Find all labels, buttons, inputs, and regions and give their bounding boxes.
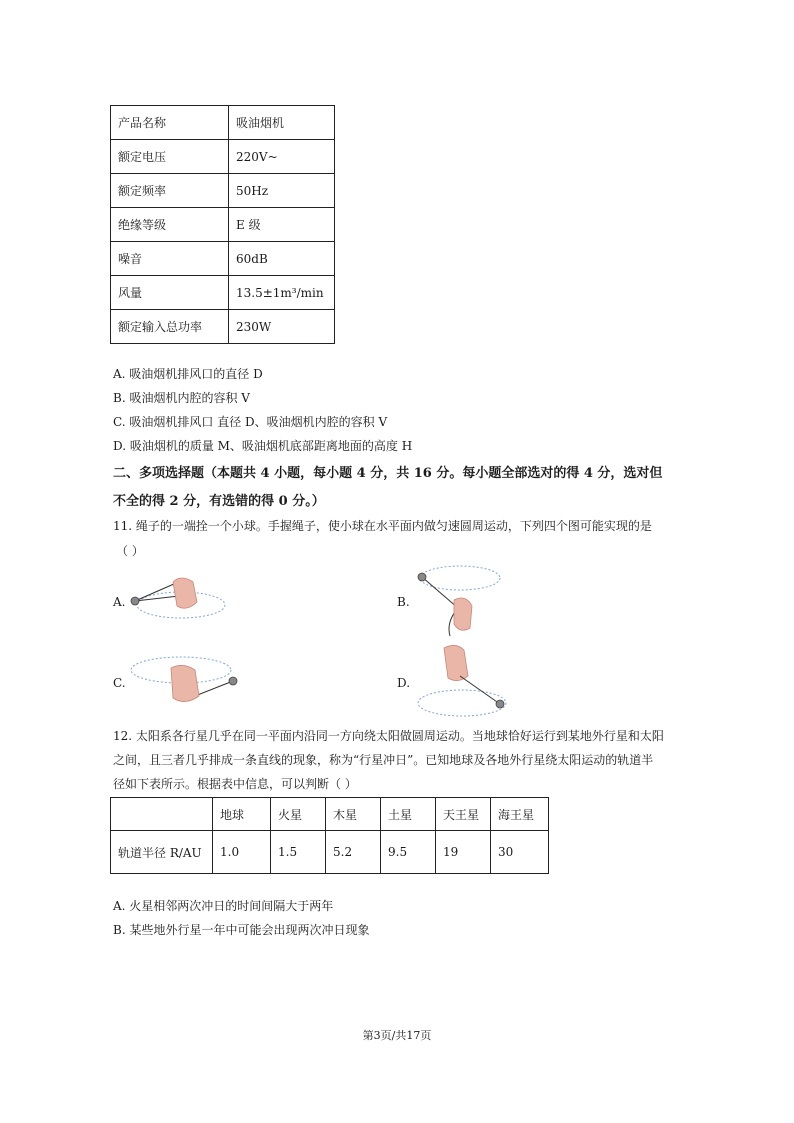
- section-heading-line2: 不全的得 2 分，有选错的得 0 分。）: [113, 494, 325, 509]
- table-row: [111, 140, 335, 174]
- table-header-cell: 木星: [326, 798, 381, 831]
- table-cell: 1.0: [213, 831, 271, 874]
- q12-option-b[interactable]: B. 某些地外行星一年中可能会出现两次冲日现象: [113, 923, 370, 937]
- spec-value: 230W: [229, 310, 335, 344]
- orbit-table: [110, 797, 549, 874]
- spec-value: 220V~: [229, 140, 335, 174]
- spec-key: 风量: [111, 276, 229, 310]
- figure-c-diagram: [125, 648, 245, 710]
- q12-stem-line3: 径如下表所示。根据表中信息，可以判断（ ）: [113, 777, 357, 791]
- table-header-row: [111, 798, 549, 831]
- q11-label-b[interactable]: B.: [397, 595, 410, 609]
- spec-key: 绝缘等级: [111, 208, 229, 242]
- spec-key: 额定输入总功率: [111, 310, 229, 344]
- table-row: [111, 310, 335, 344]
- figure-b-diagram: [410, 562, 510, 642]
- spec-key: 额定频率: [111, 174, 229, 208]
- table-cell: 19: [436, 831, 491, 874]
- table-row: [111, 276, 335, 310]
- q11-label-d[interactable]: D.: [397, 676, 411, 690]
- figure-a-diagram: [125, 572, 235, 632]
- spec-value: 13.5±1m³/min: [229, 276, 335, 310]
- spec-value: 50Hz: [229, 174, 335, 208]
- table-header-cell: [111, 798, 213, 831]
- table-cell: 5.2: [326, 831, 381, 874]
- spec-key: 噪音: [111, 242, 229, 276]
- table-cell: 30: [491, 831, 549, 874]
- table-row: [111, 831, 549, 874]
- table-header-cell: 地球: [213, 798, 271, 831]
- table-header-cell: 土星: [381, 798, 436, 831]
- spec-key: 额定电压: [111, 140, 229, 174]
- table-row: [111, 208, 335, 242]
- q10-option-a[interactable]: A. 吸油烟机排风口的直径 D: [113, 367, 263, 381]
- table-cell: 1.5: [271, 831, 326, 874]
- spec-table: [110, 105, 335, 344]
- q12-stem-line1: 12. 太阳系各行星几乎在同一平面内沿同一方向绕太阳做圆周运动。当地球恰好运行到某地外行星和太阳: [113, 729, 664, 743]
- table-cell: 9.5: [381, 831, 436, 874]
- spec-key: 产品名称: [111, 106, 229, 140]
- table-header-cell: 海王星: [491, 798, 549, 831]
- page-footer: 第3页/共17页: [362, 1029, 432, 1042]
- q12-stem-line2: 之间，且三者几乎排成一条直线的现象，称为“行星冲日”。已知地球及各地外行星绕太阳运动的轨道半: [113, 753, 654, 767]
- q11-label-c[interactable]: C.: [113, 676, 126, 690]
- q12-option-a[interactable]: A. 火星相邻两次冲日的时间间隔大于两年: [113, 899, 334, 913]
- q11-stem-line1: 11. 绳子的一端拴一个小球。手握绳子，使小球在水平面内做匀速圆周运动，下列四个图可能实现的是: [113, 519, 652, 533]
- table-row: [111, 242, 335, 276]
- spec-value: 吸油烟机: [229, 106, 335, 140]
- section-heading-line1: 二、多项选择题（本题共 4 小题，每小题 4 分，共 16 分。每小题全部选对的得 4 分，选对但: [113, 466, 663, 481]
- row-label: 轨道半径 R/AU: [111, 831, 213, 874]
- spec-value: E 级: [229, 208, 335, 242]
- q10-option-b[interactable]: B. 吸油烟机内腔的容积 V: [113, 391, 250, 405]
- figure-d-diagram: [410, 640, 520, 722]
- table-header-cell: 天王星: [436, 798, 491, 831]
- spec-value: 60dB: [229, 242, 335, 276]
- q10-option-c[interactable]: C. 吸油烟机排风口 直径 D、吸油烟机内腔的容积 V: [113, 415, 388, 429]
- table-row: [111, 174, 335, 208]
- q11-label-a[interactable]: A.: [113, 595, 126, 609]
- table-row: [111, 106, 335, 140]
- q11-stem-line2: （ ）: [116, 544, 144, 558]
- q10-option-d[interactable]: D. 吸油烟机的质量 M、吸油烟机底部距离地面的高度 H: [113, 439, 413, 453]
- table-header-cell: 火星: [271, 798, 326, 831]
